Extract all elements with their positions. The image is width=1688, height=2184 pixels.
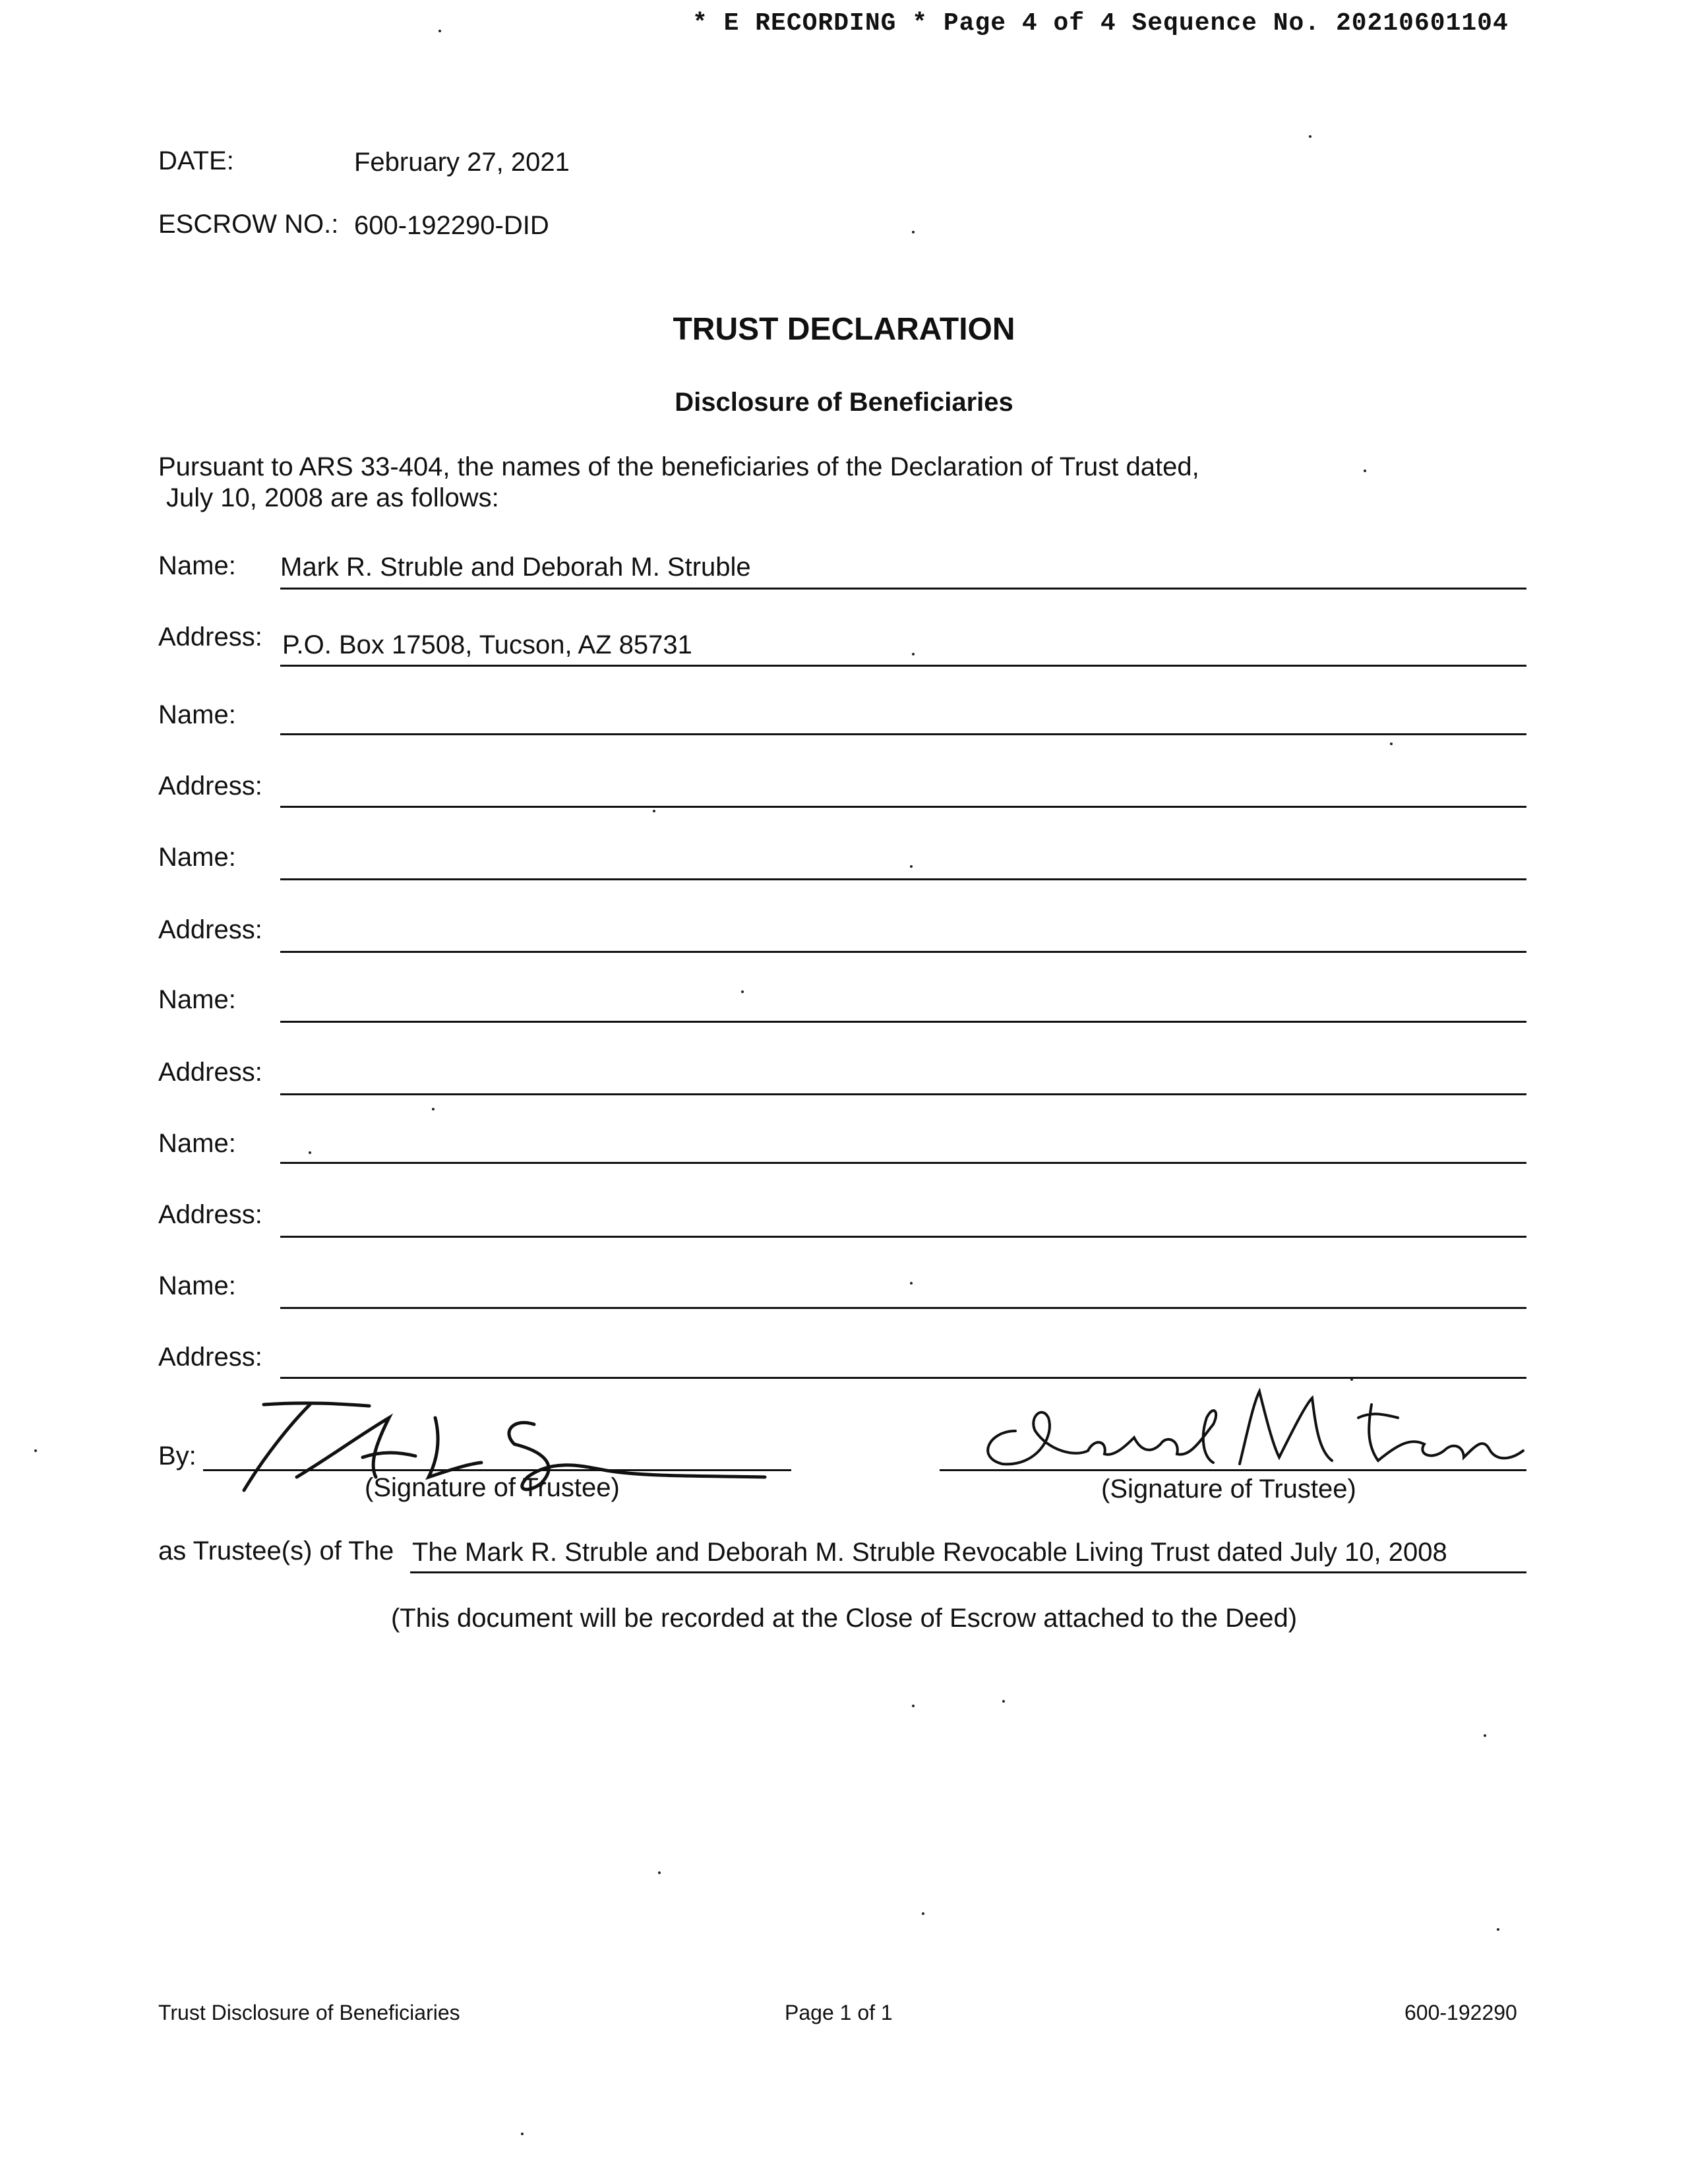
address-label: Address:: [158, 772, 262, 801]
name-label: Name:: [158, 843, 236, 872]
address-value: P.O. Box 17508, Tucson, AZ 85731: [282, 630, 692, 659]
footer-escrow-number: 600-192290: [1404, 2001, 1517, 2024]
scan-speck: [658, 1871, 661, 1874]
trust-name: The Mark R. Struble and Deborah M. Struble Revocable Living Trust dated July 10, 2008: [412, 1538, 1447, 1567]
address-line: [280, 806, 1526, 808]
name-line: [280, 878, 1526, 880]
address-label: Address:: [158, 915, 262, 944]
recording-stamp: * E RECORDING * Page 4 of 4 Sequence No. 20210601104: [692, 9, 1509, 38]
escrow-value: 600-192290-DID: [354, 211, 549, 240]
name-value: Mark R. Struble and Deborah M. Struble: [280, 553, 751, 582]
name-line: [280, 1021, 1526, 1023]
signature-caption-right: (Signature of Trustee): [1101, 1474, 1356, 1503]
name-label: Name:: [158, 700, 236, 729]
date-value: February 27, 2021: [354, 148, 570, 177]
name-line: [280, 733, 1526, 735]
scan-speck: [1390, 743, 1393, 745]
date-label: DATE:: [158, 146, 234, 175]
scan-speck: [432, 1108, 435, 1110]
scan-speck: [653, 810, 655, 812]
scan-speck: [1484, 1734, 1486, 1737]
trustee-prefix: as Trustee(s) of The: [158, 1536, 394, 1565]
footer-left: Trust Disclosure of Beneficiaries: [158, 2001, 460, 2024]
trust-name-line: [410, 1571, 1526, 1573]
scan-speck: [34, 1449, 37, 1452]
address-label: Address:: [158, 1343, 262, 1372]
signature-caption-left: (Signature of Trustee): [365, 1473, 620, 1502]
escrow-label: ESCROW NO.:: [158, 210, 339, 239]
scan-speck: [912, 1705, 915, 1707]
scan-speck: [1002, 1700, 1005, 1703]
scan-speck: [1497, 1928, 1499, 1931]
scan-speck: [438, 30, 441, 32]
address-line: [280, 951, 1526, 953]
address-label: Address:: [158, 1058, 262, 1087]
name-label: Name:: [158, 985, 236, 1014]
scan-speck: [1350, 1378, 1353, 1381]
scan-speck: [1364, 470, 1366, 472]
recording-note: (This document will be recorded at the Close of Escrow attached to the Deed): [390, 1604, 1298, 1633]
intro-line-1: Pursuant to ARS 33-404, the names of the beneficiaries of the Declaration of Trust dated,: [158, 452, 1199, 481]
scan-speck: [1309, 135, 1311, 138]
scan-speck: [910, 1282, 913, 1285]
footer-page-number: Page 1 of 1: [785, 2001, 893, 2024]
handwritten-signature-right: [963, 1378, 1556, 1484]
document-subtitle: Disclosure of Beneficiaries: [675, 388, 1013, 417]
scan-speck: [910, 865, 913, 868]
name-label: Name:: [158, 1129, 236, 1158]
address-label: Address:: [158, 1200, 262, 1229]
scan-speck: [521, 2133, 524, 2135]
scan-speck: [922, 1912, 924, 1915]
name-line: [280, 1307, 1526, 1309]
name-line: [280, 588, 1526, 590]
scan-speck: [912, 231, 915, 233]
scan-speck: [912, 653, 915, 655]
scan-speck: [309, 1151, 311, 1154]
name-label: Name:: [158, 551, 236, 580]
by-label: By:: [158, 1441, 196, 1471]
document-title: TRUST DECLARATION: [673, 312, 1015, 347]
name-label: Name:: [158, 1271, 236, 1300]
address-label: Address:: [158, 622, 262, 652]
address-line: [280, 1093, 1526, 1095]
scan-speck: [741, 990, 744, 993]
address-line: [280, 1236, 1526, 1238]
address-line: [280, 665, 1526, 667]
intro-line-2: July 10, 2008 are as follows:: [166, 483, 499, 512]
name-line: [280, 1162, 1526, 1164]
